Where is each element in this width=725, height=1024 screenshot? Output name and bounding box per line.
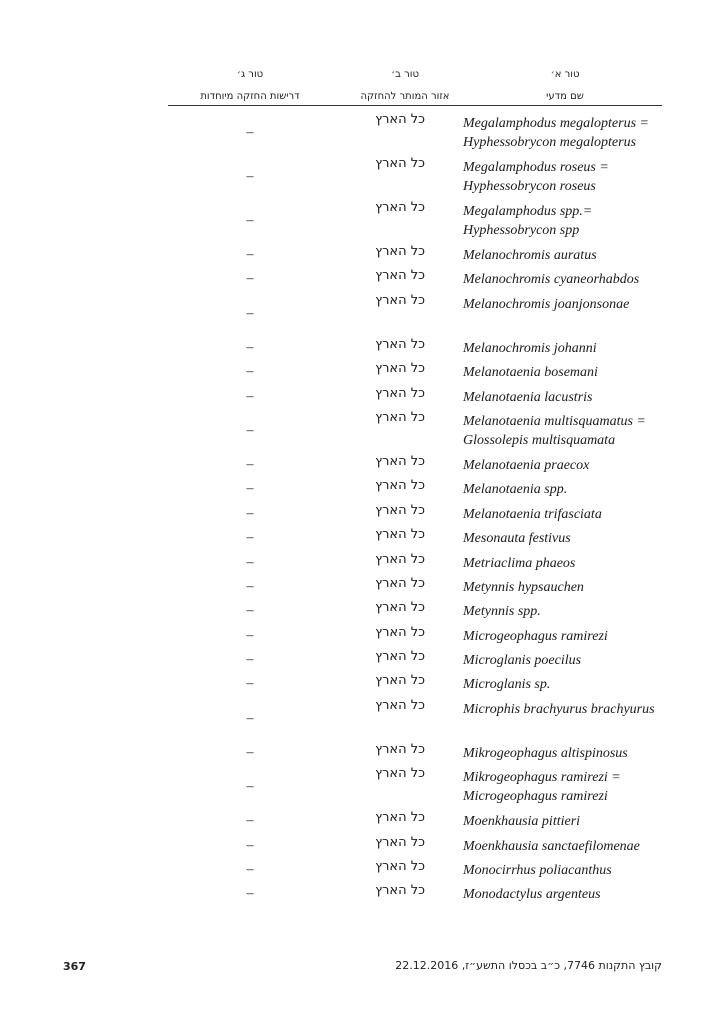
permitted-area: כל הארץ [375,453,425,469]
table-row [0,883,725,907]
table-row [0,268,725,292]
permitted-area: כל הארץ [375,361,425,377]
special-requirements: – [246,779,254,795]
special-requirements: – [246,837,254,853]
permitted-area: כל הארץ [375,624,425,640]
table-row [0,503,725,527]
scientific-name: Microglanis sp. [463,677,551,693]
special-requirements: – [246,886,254,902]
table-row [0,810,725,834]
scientific-name: Mesonauta festivus [463,531,571,547]
permitted-area: כל הארץ [375,810,425,826]
scientific-name: Melanotaenia praecox [463,457,590,473]
special-requirements: – [246,652,254,668]
table-row [0,625,725,649]
special-requirements: – [246,744,254,760]
special-requirements: – [246,578,254,594]
permitted-area: כל הארץ [375,741,425,757]
column-a-title: טור א׳ [550,69,580,80]
permitted-area: כל הארץ [375,244,425,259]
special-requirements: – [246,676,254,692]
table-row [0,552,725,576]
special-requirements: – [246,213,254,228]
scientific-name: Microphis brachyurus brachyurus [463,701,655,717]
scientific-name: Mikrogeophagus ramirezi = Microgeophagus ramirezi [463,770,621,805]
table-row [0,600,725,624]
special-requirements: – [246,554,254,570]
table-row [0,673,725,697]
scientific-name: Melanochromis johanni [463,340,597,356]
special-requirements: – [246,271,254,287]
scientific-name: Melanotaenia multisquamatus = Glossolepis multisquamata [463,413,646,448]
scientific-name: Megalamphodus spp.= Hyphessobrycon spp [463,204,593,238]
page-number: 367 [63,960,86,973]
scientific-name: Monocirrhus poliacanthus [463,863,612,879]
special-requirements: – [246,530,254,546]
permitted-area: כל הארץ [375,673,425,689]
table-row [0,410,725,454]
table-row [0,156,725,200]
permitted-area: כל הארץ [375,336,425,352]
scientific-name: Metriaclima phaeos [463,555,576,571]
permitted-area: כל הארץ [375,268,425,284]
table-row [0,112,725,156]
special-requirements: – [246,813,254,829]
special-requirements: – [246,305,254,321]
special-requirements: – [246,125,254,140]
special-requirements: – [246,456,254,472]
scientific-name: Metynnis spp. [463,604,541,620]
scientific-name: Melanotaenia lacustris [463,389,593,405]
column-c-subtitle: דרישות החזקה מיוחדות [200,91,300,102]
special-requirements: – [246,710,254,726]
column-b-title: טור ב׳ [391,69,419,80]
table-row [0,859,725,883]
special-requirements: – [246,627,254,643]
scientific-name: Melanotaenia trifasciata [463,506,602,522]
special-requirements: – [246,422,254,438]
permitted-area: כל הארץ [375,409,425,425]
table-row [0,386,725,410]
scientific-name: Melanochromis cyaneorhabdos [463,272,640,288]
table-row [0,337,725,361]
permitted-area: כל הארץ [375,156,425,171]
scientific-name: Moenkhausia pittieri [463,814,581,830]
table-row [0,835,725,859]
special-requirements: – [246,505,254,521]
footer-publication: קובץ התקנות 7746, כ״ב בכסלו התשע״ז, 22.12.2016 [395,959,662,972]
permitted-area: כל הארץ [375,385,425,401]
scientific-name: Melanotaenia bosemani [463,365,598,381]
scientific-name: Melanochromis joanjonsonae [463,296,630,312]
table-row [0,293,725,337]
scientific-name: Microgeophagus ramirezi [463,628,608,644]
scientific-name: Melanotaenia spp. [463,482,568,498]
permitted-area: כל הארץ [375,478,425,494]
scientific-name: Melanochromis auratus [463,248,597,263]
permitted-area: כל הארץ [375,834,425,850]
table-row [0,454,725,478]
permitted-area: כל הארץ [375,766,425,782]
special-requirements: – [246,169,254,184]
column-c-title: טור ג׳ [236,69,264,80]
header-divider [168,105,662,106]
scientific-name: Mikrogeophagus altispinosus [463,745,628,761]
permitted-area: כל הארץ [375,200,425,215]
scientific-name: Megalamphodus megalopterus = Hyphessobrycon megalopterus [463,116,649,150]
permitted-area: כל הארץ [375,600,425,616]
scientific-name: Megalamphodus roseus = Hyphessobrycon roseus [463,160,609,194]
permitted-area: כל הארץ [375,112,425,127]
permitted-area: כל הארץ [375,649,425,665]
table-row [0,527,725,551]
permitted-area: כל הארץ [375,527,425,543]
table-row [0,478,725,502]
special-requirements: – [246,603,254,619]
column-a-subtitle: שם מדעי [546,91,584,102]
table-row [0,742,725,766]
table-row [0,649,725,673]
table-row [0,361,725,385]
column-b-subtitle: אזור המותר להחזקה [360,91,450,102]
special-requirements: – [246,364,254,380]
table-row [0,766,725,810]
special-requirements: – [246,481,254,497]
table-row [0,200,725,244]
special-requirements: – [246,388,254,404]
scientific-name: Microglanis poecilus [463,653,582,669]
permitted-area: כל הארץ [375,292,425,308]
permitted-area: כל הארץ [375,551,425,567]
scientific-name: Moenkhausia sanctaefilomenae [463,838,640,854]
table-row [0,244,725,268]
permitted-area: כל הארץ [375,502,425,518]
permitted-area: כל הארץ [375,859,425,875]
special-requirements: – [246,862,254,878]
scientific-name: Monodactylus argenteus [463,887,601,903]
permitted-area: כל הארץ [375,883,425,899]
species-table [0,112,725,908]
special-requirements: – [246,339,254,355]
scientific-name: Metynnis hypsauchen [463,579,584,595]
permitted-area: כל הארץ [375,575,425,591]
permitted-area: כל הארץ [375,697,425,713]
special-requirements: – [246,247,254,262]
table-row [0,698,725,742]
table-row [0,576,725,600]
